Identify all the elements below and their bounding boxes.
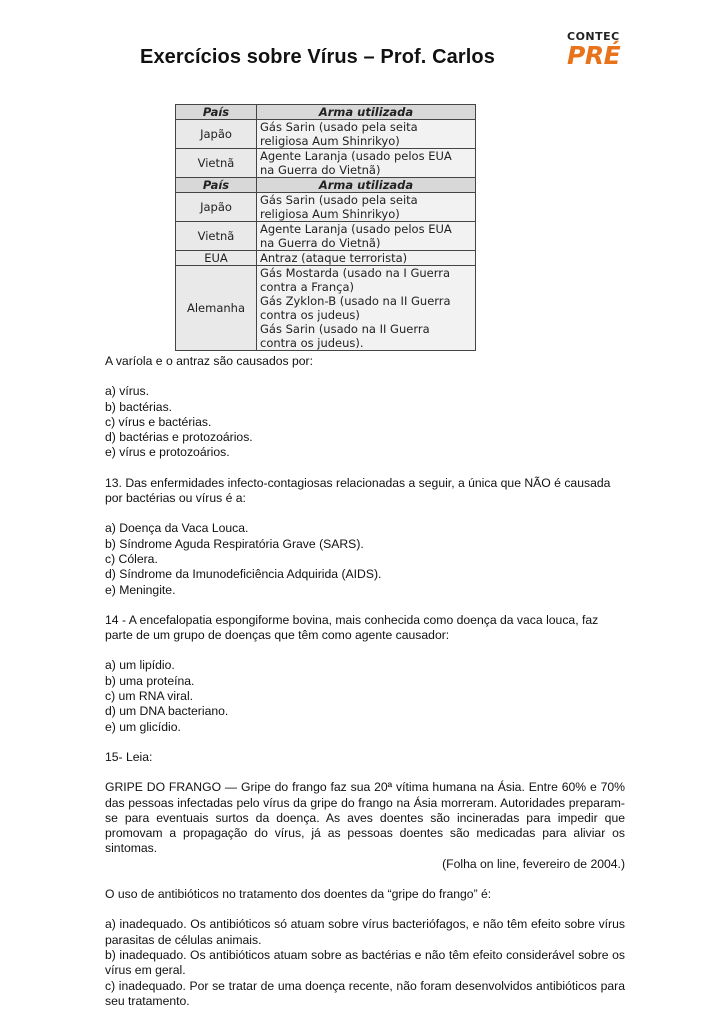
option: c) Cólera. [105,551,158,566]
country-cell: Vietnã [176,222,257,251]
header-country: País [176,178,257,193]
weapon-line: Antraz (ataque terrorista) [260,251,408,265]
country-cell: Vietnã [176,149,257,178]
option: d) bactérias e protozoários. [105,430,253,445]
stem-line: por bactérias ou vírus é a: [105,491,246,506]
q13-stem [105,476,625,507]
option: b) bactérias. [105,399,173,414]
weapon-cell [257,251,476,266]
weapon-cell [257,120,476,149]
weapon-line: Gás Sarin (usado pela seita [260,120,418,134]
q12-stem: A varíola e o antraz são causados por: [105,354,313,368]
stem-line: 13. Das enfermidades infecto-contagiosas relacionadas a seguir, a única que NÃO é causada [105,475,611,490]
weapon-line: Gás Zyklon-B (usado na II Guerra [260,294,451,308]
country-cell: Japão [176,120,257,149]
weapon-line: Gás Mostarda (usado na I Guerra [260,266,451,280]
contec-pre-logo [567,30,627,74]
option: a) Doença da Vaca Louca. [105,521,249,536]
country-cell: EUA [176,251,257,266]
q15-source: (Folha on line, fevereiro de 2004.) [442,856,625,871]
q15-options [105,917,625,1009]
option: c) um RNA viral. [105,689,194,704]
q15-stem: O uso de antibióticos no tratamento dos doentes da “gripe do frango” é: [105,887,492,902]
option: a) um lipídio. [105,658,175,673]
option: a) vírus. [105,384,150,399]
option: b) Síndrome Aguda Respiratória Grave (SARS). [105,536,364,551]
weapon-line: Gás Sarin (usado na II Guerra [260,322,430,336]
table-row [176,149,476,178]
logo-top-text: CONTEC [567,30,620,43]
option: d) Síndrome da Imunodeficiência Adquirida (AIDS). [105,567,382,582]
option: c) vírus e bactérias. [105,414,212,429]
option: a) inadequado. Os antibióticos só atuam sobre vírus bacteriófagos, e não têm efeito sobre vírus parasitas de células animais. [105,917,625,947]
stem-line: 14 - A encefalopatia espongiforme bovina, mais conhecida como doença da vaca louca, faz [105,612,599,627]
questions-content [105,354,625,1009]
header-weapon: Arma utilizada [257,178,476,193]
page-header [0,0,728,80]
q13-options [105,521,625,597]
table-row [176,120,476,149]
q15-passage-block [105,780,625,872]
country-cell: Japão [176,193,257,222]
page-title: Exercícios sobre Vírus – Prof. Carlos [140,46,495,68]
country-cell: Alemanha [176,266,257,351]
table-header-row [176,105,476,120]
weapon-line: contra os judeus) [260,308,360,322]
q15-passage: GRIPE DO FRANGO — Gripe do frango faz sua 20ª vítima humana na Ásia. Entre 60% e 70% das pessoas infectadas pelo vírus da gripe do frango na Ásia morreram. Autoridades preparam-se para eventuais surtos da doença. As aves doentes são incineradas para impedir que promovam a propagação do vírus, já as pessoas doentes são medicadas para aliviar os sintomas. [105,780,625,856]
table-row [176,266,476,351]
weapon-line: Agente Laranja (usado pelos EUA [260,149,452,163]
option: c) inadequado. Por se tratar de uma doença recente, não foram desenvolvidos antibióticos para seu tratamento. [105,978,625,1008]
weapon-cell [257,149,476,178]
weapon-line: na Guerra do Vietnã) [260,236,381,250]
option: b) inadequado. Os antibióticos atuam sobre as bactérias e não têm efeito considerável sobre os vírus em geral. [105,947,625,978]
weapon-line: Gás Sarin (usado pela seita [260,193,418,207]
weapon-line: religiosa Aum Shinrikyo) [260,134,400,148]
header-country: País [176,105,257,120]
table-header-row [176,178,476,193]
chemical-weapons-table [175,104,476,351]
option: b) uma proteína. [105,673,195,688]
option: e) vírus e protozoários. [105,445,230,460]
option: d) um DNA bacteriano. [105,704,229,719]
option: e) Meningite. [105,582,176,597]
option: e) um glicídio. [105,719,181,734]
weapon-line: religiosa Aum Shinrikyo) [260,207,400,221]
q14-stem [105,613,625,644]
weapon-cell [257,193,476,222]
table-row [176,251,476,266]
table-row [176,222,476,251]
weapon-cell [257,222,476,251]
table-row [176,193,476,222]
weapon-line: contra os judeus). [260,336,364,350]
q12-options [105,384,625,460]
logo-bottom-text: PRÉ [567,41,621,70]
weapon-line: Agente Laranja (usado pelos EUA [260,222,452,236]
q14-options [105,658,625,734]
weapon-line: na Guerra do Vietnã) [260,163,381,177]
q15-intro: 15- Leia: [105,749,153,764]
header-weapon: Arma utilizada [257,105,476,120]
weapon-cell [257,266,476,351]
weapon-line: contra a França) [260,280,354,294]
stem-line: parte de um grupo de doenças que têm como agente causador: [105,628,450,643]
